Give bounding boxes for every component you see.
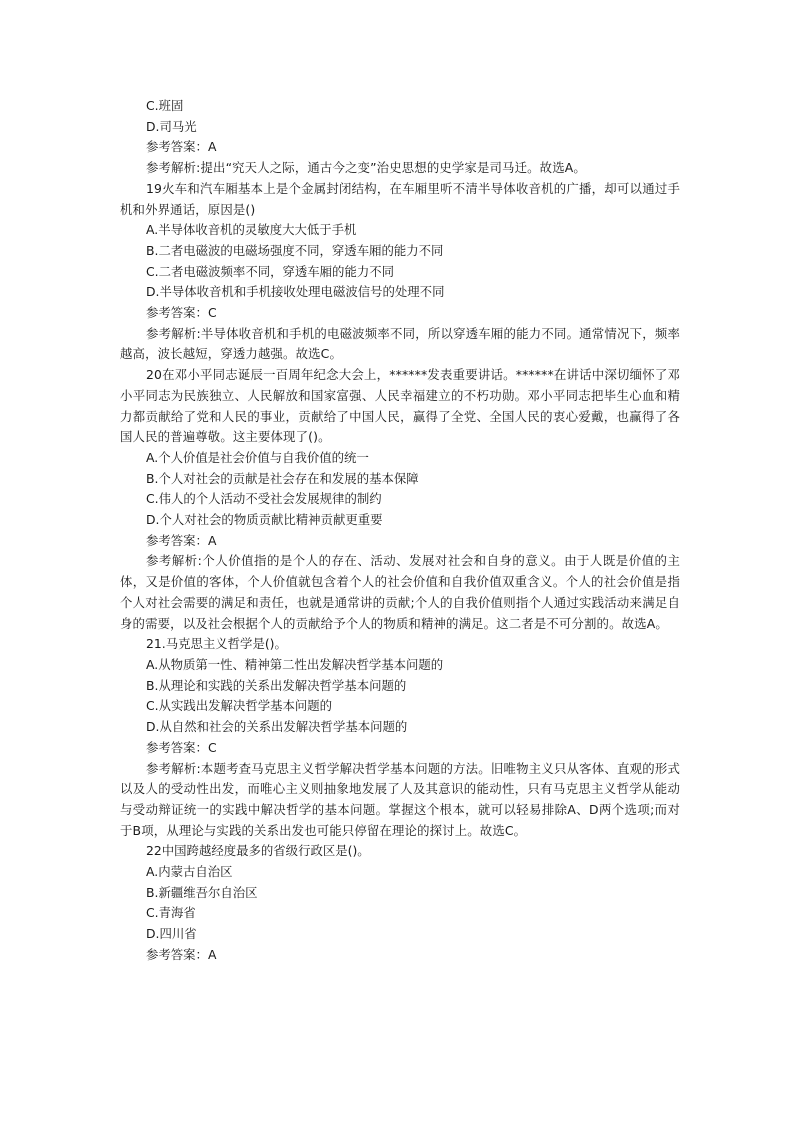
- question-21: 21.马克思主义哲学是()。: [146, 636, 287, 652]
- option-a: A.半导体收音机的灵敏度大大低于手机: [146, 222, 357, 238]
- explanation-paragraph: 参考解析:本题考查马克思主义哲学解决哲学基本问题的方法。旧唯物主义只从客体、直观的形式以及人的受动性出发，而唯心主义则抽象地发展了人及其意识的能动性，只有马克思主义哲学从能动与受动辩证统一的实践中解决哲学的基本问题。掌握这个根本，就可以轻易排除A、D两个选项;而对于B项，从理论与实践的关系出发也可能只停留在理论的探讨上。故选C。: [120, 760, 680, 838]
- document-body: [120, 96, 680, 966]
- question-20: 20在邓小平同志诞辰一百周年纪念大会上，******发表重要讲话。******在讲话中深切缅怀了邓小平同志为民族独立、人民解放和国家富强、人民幸福建立的不朽功勋。邓小平同志把毕生心血和精力都贡献给了党和人民的事业，贡献给了中国人民，赢得了全党、全国人民的衷心爱戴，也赢得了各国人民的普遍尊敬。这主要体现了()。: [120, 367, 680, 445]
- option-a: A.从物质第一性、精神第二性出发解决哲学基本问题的: [146, 656, 444, 672]
- option-b: B.二者电磁波的电磁场强度不同，穿透车厢的能力不同: [146, 242, 444, 258]
- answer-line: 参考答案：C: [146, 739, 217, 755]
- option-b: B.新疆维吾尔自治区: [146, 884, 258, 900]
- option-d: D.司马光: [146, 118, 197, 134]
- option-c: C.从实践出发解决哲学基本问题的: [146, 698, 333, 714]
- option-d: D.个人对社会的物质贡献比精神贡献更重要: [146, 512, 383, 528]
- answer-line: 参考答案：C: [146, 305, 217, 321]
- option-b: B.个人对社会的贡献是社会存在和发展的基本保障: [146, 470, 419, 486]
- option-d: D.四川省: [146, 926, 197, 942]
- option-d: D.从自然和社会的关系出发解决哲学基本问题的: [146, 719, 408, 735]
- answer-line: 参考答案：A: [146, 139, 217, 155]
- explanation-paragraph: 参考解析:半导体收音机和手机的电磁波频率不同，所以穿透车厢的能力不同。通常情况下，频率越高，波长越短，穿透力越强。故选C。: [120, 325, 680, 362]
- option-c: C.青海省: [146, 905, 196, 921]
- option-c: C.班固: [146, 98, 184, 113]
- option-b: B.从理论和实践的关系出发解决哲学基本问题的: [146, 677, 407, 693]
- explanation-paragraph: 参考解析:个人价值指的是个人的存在、活动、发展对社会和自身的意义。由于人既是价值的主体，又是价值的客体，个人价值就包含着个人的社会价值和自我价值双重含义。个人的社会价值是指个人对社会需要的满足和责任，也就是通常讲的贡献;个人的自我价值则指个人通过实践活动来满足自身的需要，以及社会根据个人的贡献给予个人的物质和精神的满足。这二者是不可分割的。故选A。: [120, 553, 680, 631]
- answer-line: 参考答案：A: [146, 946, 217, 962]
- option-d: D.半导体收音机和手机接收处理电磁波信号的处理不同: [146, 284, 445, 300]
- option-c: C.伟人的个人活动不受社会发展规律的制约: [146, 491, 382, 507]
- option-c: C.二者电磁波频率不同，穿透车厢的能力不同: [146, 263, 395, 279]
- question-19: 19火车和汽车厢基本上是个金属封闭结构，在车厢里听不清半导体收音机的广播，却可以通过手机和外界通话，原因是(): [120, 180, 680, 217]
- question-22: 22中国跨越经度最多的省级行政区是()。: [146, 843, 370, 859]
- answer-line: 参考答案：A: [146, 532, 217, 548]
- explanation-paragraph: 参考解析:提出“究天人之际，通古今之变”治史思想的史学家是司马迁。故选A。: [146, 160, 586, 176]
- option-a: A.内蒙古自治区: [146, 864, 233, 880]
- option-a: A.个人价值是社会价值与自我价值的统一: [146, 449, 369, 465]
